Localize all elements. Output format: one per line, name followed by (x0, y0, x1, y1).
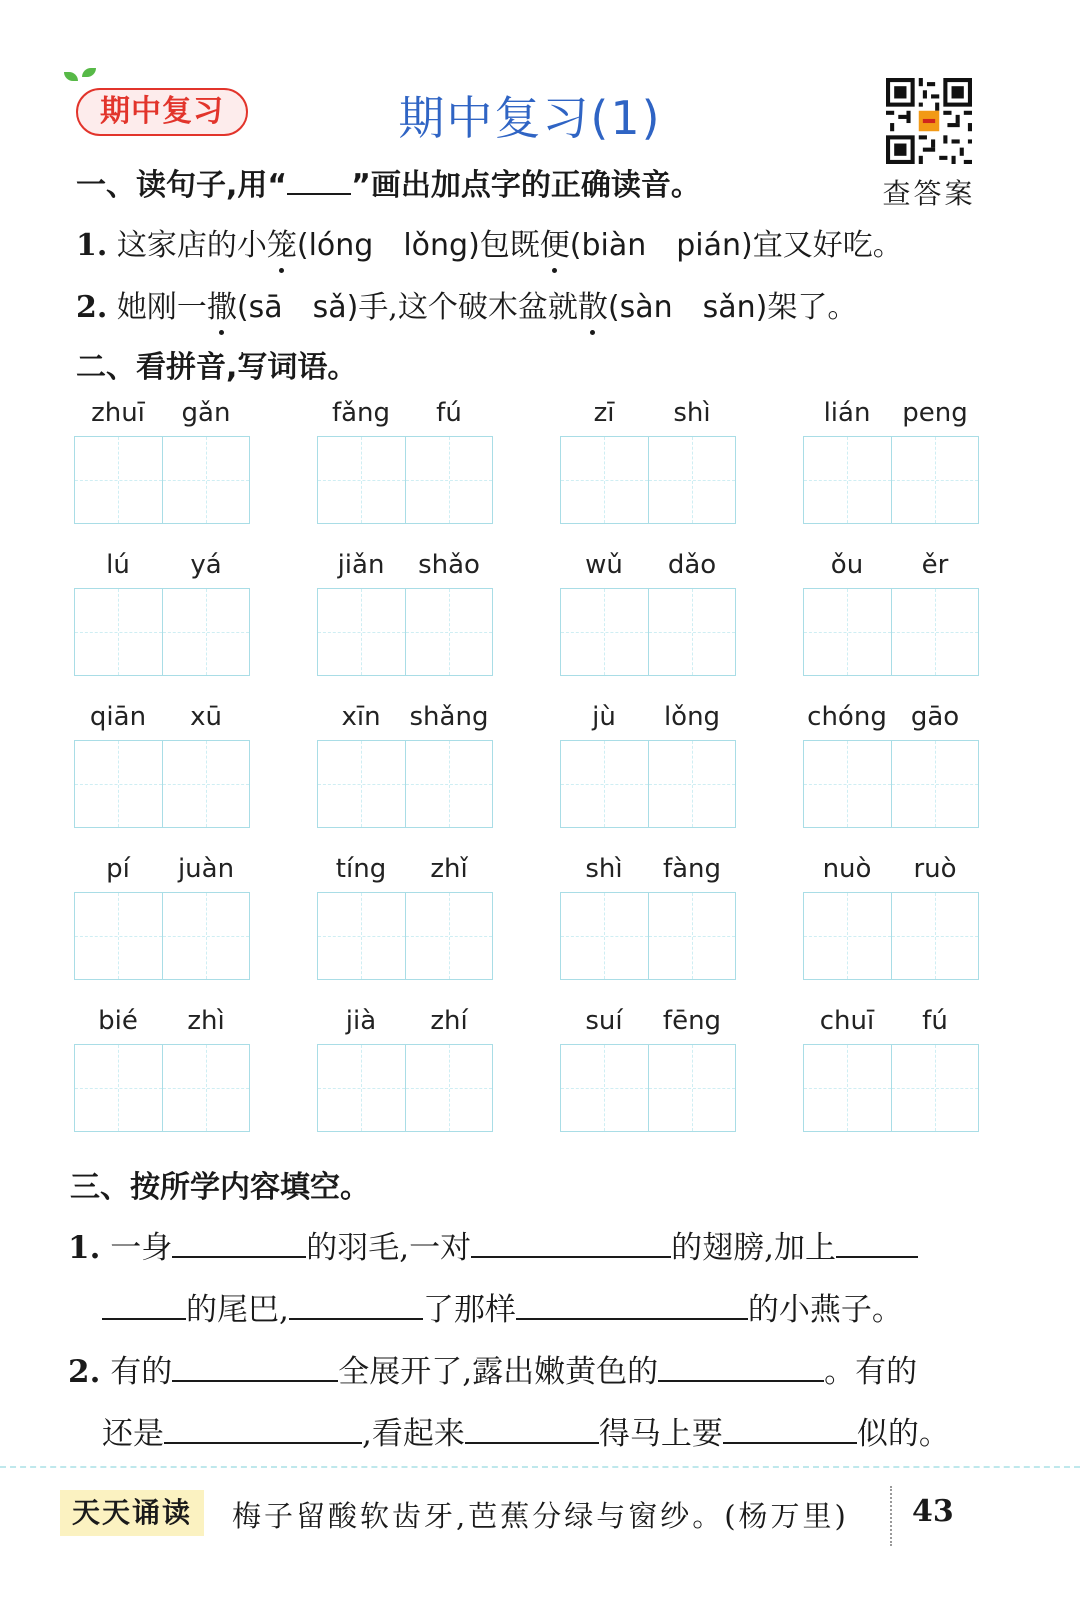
footer-divider (0, 1466, 1080, 1468)
writing-boxes (317, 740, 493, 828)
character-box[interactable] (892, 589, 979, 675)
blank-context: 还是 (102, 1416, 164, 1452)
sentence-text: 手,这个破木盆就 (358, 290, 578, 325)
writing-boxes (803, 436, 979, 524)
fill-blank-2-line-1 (68, 1346, 917, 1391)
pinyin-syllable: ruò (913, 854, 957, 884)
pinyin-row (803, 702, 979, 740)
writing-boxes (803, 740, 979, 828)
sentence-text: 这家店的小 (116, 228, 267, 263)
character-box[interactable] (163, 741, 250, 827)
character-box[interactable] (561, 893, 649, 979)
character-box[interactable] (649, 1045, 736, 1131)
fill-blank[interactable] (836, 1228, 918, 1258)
fill-blank[interactable] (102, 1290, 186, 1320)
character-box[interactable] (406, 893, 493, 979)
character-box[interactable] (318, 741, 406, 827)
pinyin-row (74, 398, 250, 436)
word-item (803, 398, 979, 524)
blank-context: 得马上要 (598, 1416, 723, 1452)
pinyin-row (560, 1006, 736, 1044)
character-box[interactable] (804, 437, 892, 523)
daily-reading-quote: 梅子留酸软齿牙,芭蕉分绿与窗纱。(杨万里) (232, 1499, 849, 1533)
pinyin-syllable: xīn (341, 702, 381, 732)
writing-boxes (317, 436, 493, 524)
writing-boxes (317, 588, 493, 676)
writing-boxes (803, 588, 979, 676)
fill-blank-1-line-1 (68, 1222, 918, 1267)
character-box[interactable] (318, 437, 406, 523)
section-badge (76, 88, 248, 136)
pinyin-row (317, 398, 493, 436)
character-box[interactable] (561, 1045, 649, 1131)
writing-boxes (317, 892, 493, 980)
sentence-text: 她刚一 (116, 290, 207, 325)
fill-blank[interactable] (516, 1290, 748, 1320)
character-box[interactable] (649, 893, 736, 979)
word-item (317, 702, 493, 828)
character-box[interactable] (75, 437, 163, 523)
character-box[interactable] (75, 741, 163, 827)
writing-boxes (803, 892, 979, 980)
character-box[interactable] (163, 893, 250, 979)
section-1-title-start: 一、读句子,用“ (76, 168, 288, 203)
pinyin-syllable: lú (106, 550, 130, 580)
fill-blank[interactable] (723, 1414, 857, 1444)
writing-boxes (74, 436, 250, 524)
character-box[interactable] (649, 437, 736, 523)
writing-boxes (74, 588, 250, 676)
sentence-1 (76, 220, 903, 264)
character-box[interactable] (804, 1045, 892, 1131)
character-box[interactable] (804, 741, 892, 827)
writing-boxes (74, 740, 250, 828)
word-item (74, 1006, 250, 1132)
pinyin-row (803, 1006, 979, 1044)
character-box[interactable] (406, 1045, 493, 1131)
pinyin-syllable: qiān (89, 702, 147, 732)
blank-context: 似的。 (856, 1416, 950, 1452)
answer-link[interactable]: 查答案 (882, 177, 976, 210)
blank-context: 了那样 (422, 1292, 516, 1328)
character-box[interactable] (561, 589, 649, 675)
dotted-character: 便 (539, 228, 570, 263)
fill-blank[interactable] (289, 1290, 423, 1320)
pinyin-syllable: zhí (430, 1006, 468, 1036)
character-box[interactable] (406, 741, 493, 827)
pinyin-options[interactable]: (biàn pián) (569, 228, 753, 263)
pinyin-syllable: gǎn (181, 398, 231, 428)
pinyin-syllable: jià (345, 1006, 377, 1036)
writing-boxes (317, 1044, 493, 1132)
pinyin-row (74, 1006, 250, 1044)
pinyin-syllable: juàn (177, 854, 235, 884)
word-item (560, 702, 736, 828)
pinyin-syllable: suí (585, 1006, 623, 1036)
section-1-title-end: ”画出加点字的正确读音。 (351, 168, 701, 203)
character-box[interactable] (406, 589, 493, 675)
badge-label: 期中复习 (100, 94, 224, 129)
character-box[interactable] (649, 741, 736, 827)
pinyin-syllable: shǎng (409, 702, 489, 732)
character-box[interactable] (75, 1045, 163, 1131)
pinyin-syllable: fú (922, 1006, 948, 1036)
page-title: 期中复习(1) (398, 91, 662, 145)
page-number: 43 (912, 1494, 954, 1529)
word-item (74, 550, 250, 676)
word-item (560, 550, 736, 676)
blank-context: 的小燕子。 (747, 1292, 903, 1328)
pinyin-row (317, 1006, 493, 1044)
blank-context: 有的 (110, 1354, 173, 1390)
pinyin-syllable: wǔ (585, 550, 623, 580)
word-item (317, 1006, 493, 1132)
pinyin-options[interactable]: (sā sǎ) (236, 290, 359, 325)
section-3-title: 三、按所学内容填空。 (70, 1170, 370, 1205)
character-box[interactable] (318, 893, 406, 979)
character-box[interactable] (892, 1045, 979, 1131)
word-item (803, 550, 979, 676)
dotted-character: 撒 (206, 290, 237, 325)
word-item (74, 702, 250, 828)
pinyin-syllable: gāo (910, 702, 960, 732)
blank-context: 一身 (110, 1230, 173, 1266)
pinyin-syllable: jiǎn (337, 550, 385, 580)
pinyin-syllable: dǎo (667, 550, 717, 580)
pinyin-syllable: zī (593, 398, 615, 428)
leaf-icon (64, 72, 78, 81)
fill-blank-1-line-2 (102, 1284, 903, 1329)
pinyin-syllable: zhuī (91, 398, 145, 428)
word-item (803, 854, 979, 980)
fill-blank[interactable] (465, 1414, 599, 1444)
pinyin-row (317, 550, 493, 588)
pinyin-syllable: xū (190, 702, 222, 732)
sentence-2 (76, 282, 857, 326)
character-box[interactable] (318, 1045, 406, 1131)
leaf-icon (82, 68, 96, 77)
daily-reading-tag: 天天诵读 (60, 1490, 204, 1536)
writing-boxes (560, 740, 736, 828)
writing-boxes (74, 1044, 250, 1132)
word-item (560, 854, 736, 980)
pinyin-syllable: bié (98, 1006, 138, 1036)
pinyin-row (803, 398, 979, 436)
pinyin-row (803, 550, 979, 588)
word-item (317, 398, 493, 524)
sentence-text: 包既 (479, 228, 540, 263)
pinyin-syllable: shì (585, 854, 623, 884)
writing-boxes (560, 892, 736, 980)
question-number: 1. (68, 1230, 101, 1266)
writing-boxes (560, 588, 736, 676)
qr-code-icon[interactable] (886, 78, 972, 164)
fill-blank[interactable] (471, 1228, 671, 1258)
section-2-title: 二、看拼音,写词语。 (76, 350, 358, 385)
dotted-character: 笼 (266, 228, 297, 263)
pinyin-syllable: fēng (662, 1006, 722, 1036)
blank-context: 的翅膀,加上 (671, 1230, 836, 1266)
footer-separator (890, 1486, 892, 1546)
pinyin-syllable: tíng (335, 854, 387, 884)
pinyin-row (74, 854, 250, 892)
pinyin-row (74, 550, 250, 588)
blank-context: ,看起来 (362, 1416, 465, 1452)
character-box[interactable] (163, 1045, 250, 1131)
underline-sample (287, 171, 351, 195)
character-box[interactable] (804, 589, 892, 675)
word-item (317, 550, 493, 676)
writing-boxes (803, 1044, 979, 1132)
fill-blank[interactable] (658, 1352, 824, 1382)
pinyin-row (317, 854, 493, 892)
pinyin-syllable: nuò (822, 854, 872, 884)
question-number: 2. (76, 290, 108, 325)
word-item (74, 854, 250, 980)
blank-context: 全展开了,露出嫩黄色的 (338, 1354, 659, 1390)
word-item (560, 1006, 736, 1132)
character-box[interactable] (892, 437, 979, 523)
word-item (560, 398, 736, 524)
pinyin-row (560, 702, 736, 740)
pinyin-options[interactable]: (lóng lǒng) (296, 228, 480, 263)
character-box[interactable] (892, 893, 979, 979)
pinyin-syllable: fú (436, 398, 462, 428)
pinyin-row (560, 854, 736, 892)
fill-blank-2-line-2 (102, 1408, 950, 1453)
character-box[interactable] (163, 589, 250, 675)
pinyin-syllable: pí (106, 854, 130, 884)
fill-blank[interactable] (164, 1414, 362, 1444)
blank-context: 。有的 (824, 1354, 918, 1390)
pinyin-syllable: shǎo (418, 550, 480, 580)
character-box[interactable] (892, 741, 979, 827)
pinyin-syllable: chuī (819, 1006, 875, 1036)
pinyin-row (803, 854, 979, 892)
character-box[interactable] (649, 589, 736, 675)
character-box[interactable] (318, 589, 406, 675)
word-item (74, 398, 250, 524)
word-item (803, 1006, 979, 1132)
pinyin-syllable: fàng (662, 854, 722, 884)
section-1-title (76, 160, 701, 204)
fill-blank[interactable] (172, 1228, 306, 1258)
pinyin-row (560, 550, 736, 588)
writing-boxes (74, 892, 250, 980)
character-box[interactable] (75, 893, 163, 979)
question-number: 2. (68, 1354, 101, 1390)
character-box[interactable] (561, 437, 649, 523)
pinyin-syllable: shì (673, 398, 711, 428)
pinyin-syllable: chóng (807, 702, 887, 732)
pinyin-syllable: zhǐ (430, 854, 468, 884)
sentence-text: 宜又好吃。 (752, 228, 903, 263)
pinyin-syllable: lián (823, 398, 871, 428)
pinyin-syllable: ěr (921, 550, 949, 580)
blank-context: 的羽毛,一对 (306, 1230, 472, 1266)
sentence-text: 架了。 (767, 290, 858, 325)
pinyin-syllable: yá (190, 550, 222, 580)
fill-blank[interactable] (172, 1352, 338, 1382)
blank-context: 的尾巴, (186, 1292, 289, 1328)
pinyin-row (560, 398, 736, 436)
pinyin-options[interactable]: (sàn sǎn) (607, 290, 768, 325)
pinyin-syllable: jù (592, 702, 616, 732)
question-number: 1. (76, 228, 108, 263)
pinyin-row (317, 702, 493, 740)
pinyin-syllable: ǒu (830, 550, 864, 580)
pinyin-row (74, 702, 250, 740)
pinyin-syllable: peng (902, 398, 968, 428)
word-item (317, 854, 493, 980)
character-box[interactable] (406, 437, 493, 523)
pinyin-syllable: fǎng (331, 398, 391, 428)
character-box[interactable] (561, 741, 649, 827)
character-box[interactable] (75, 589, 163, 675)
character-box[interactable] (163, 437, 250, 523)
character-box[interactable] (804, 893, 892, 979)
pinyin-syllable: zhì (187, 1006, 225, 1036)
dotted-character: 散 (577, 290, 608, 325)
pinyin-syllable: lǒng (663, 702, 721, 732)
writing-boxes (560, 1044, 736, 1132)
word-item (803, 702, 979, 828)
writing-boxes (560, 436, 736, 524)
